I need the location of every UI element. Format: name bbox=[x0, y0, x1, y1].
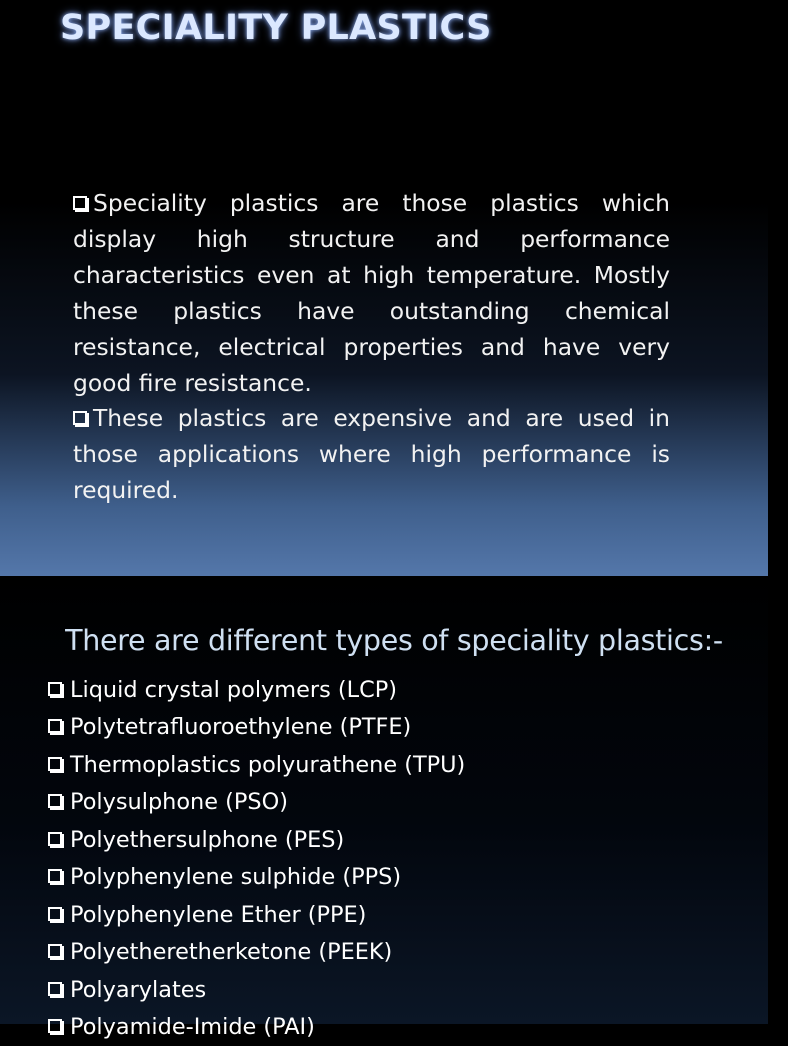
hollow-square-bullet-icon bbox=[48, 719, 62, 733]
list-item-label: Polyamide-Imide (PAI) bbox=[70, 1013, 315, 1040]
list-item-label: Polyphenylene sulphide (PPS) bbox=[70, 864, 402, 891]
list-item bbox=[48, 747, 465, 784]
list-item bbox=[48, 709, 465, 746]
list-item-label: Polysulphone (PSO) bbox=[70, 789, 288, 816]
hollow-square-bullet-icon bbox=[48, 944, 62, 958]
list-item-label: Thermoplastics polyurathene (TPU) bbox=[70, 751, 466, 778]
paragraph-1-text: Speciality plastics are those plastics which display high structure and performance characteristics even at high temperature. Mostly these plastics have outstanding chemical resistance, electrical properties and have very good fire resistance. bbox=[73, 189, 670, 397]
slide-title: SPECIALITY PLASTICS bbox=[60, 8, 492, 48]
list-item-label: Liquid crystal polymers (LCP) bbox=[70, 677, 397, 703]
list-item bbox=[48, 897, 465, 934]
hollow-square-bullet-icon bbox=[48, 1019, 62, 1033]
list-item bbox=[48, 672, 465, 709]
list-item bbox=[48, 859, 465, 896]
hollow-square-bullet-icon bbox=[48, 907, 62, 921]
list-item-label: Polyphenylene Ether (PPE) bbox=[70, 901, 367, 928]
hollow-square-bullet-icon bbox=[48, 794, 62, 808]
list-item-label: Polytetrafluoroethylene (PTFE) bbox=[70, 714, 412, 741]
slide-2 bbox=[0, 576, 768, 1040]
paragraph-2-text: These plastics are expensive and are used in those applications where high performance is required. bbox=[73, 404, 670, 505]
hollow-square-bullet-icon bbox=[48, 832, 62, 846]
list-item bbox=[48, 972, 465, 1009]
paragraph-2 bbox=[73, 401, 670, 509]
list-item-label: Polyetheretherketone (PEEK) bbox=[70, 939, 393, 966]
list-item-label: Polyethersulphone (PES) bbox=[70, 826, 345, 853]
hollow-square-bullet-icon bbox=[48, 682, 62, 696]
hollow-square-bullet-icon bbox=[48, 982, 62, 996]
hollow-square-bullet-icon bbox=[48, 757, 62, 771]
list-item bbox=[48, 1009, 465, 1046]
hollow-square-bullet-icon bbox=[73, 196, 87, 210]
list-item bbox=[48, 934, 465, 971]
list-item bbox=[48, 784, 465, 821]
list-item-label: Polyarylates bbox=[70, 976, 207, 1003]
plastic-types-list bbox=[48, 672, 465, 1046]
hollow-square-bullet-icon bbox=[73, 411, 87, 425]
paragraph-1 bbox=[73, 186, 670, 401]
slide-heading: There are different types of speciality plastics:- bbox=[65, 624, 723, 657]
slide-body bbox=[73, 186, 670, 509]
hollow-square-bullet-icon bbox=[48, 869, 62, 883]
list-item bbox=[48, 822, 465, 859]
